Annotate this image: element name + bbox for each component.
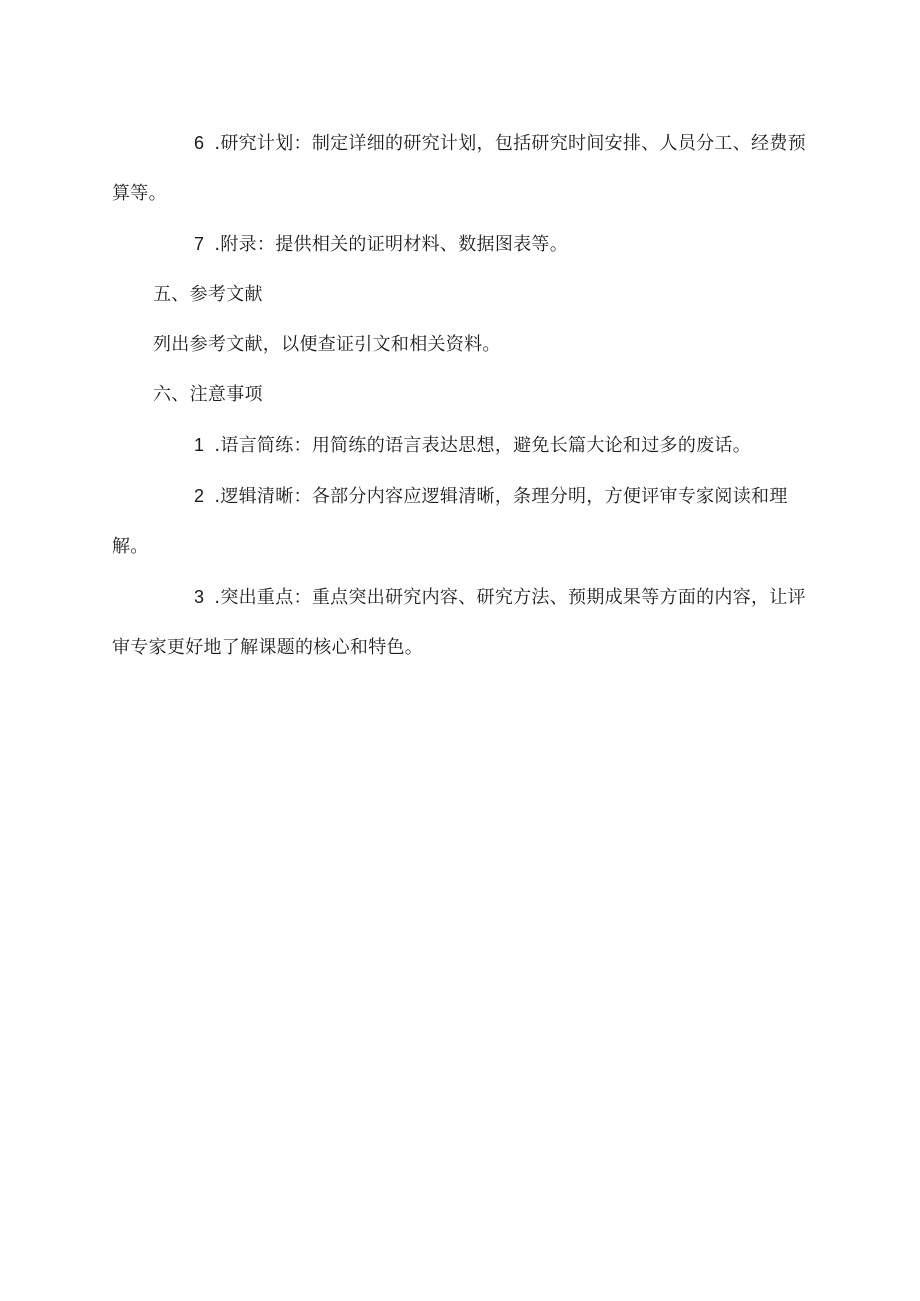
item-number: 3 [194,587,205,607]
item-text: .语言简练：用简练的语言表达思想，避免长篇大论和过多的废话。 [214,435,752,456]
item-text: .突出重点：重点突出研究内容、研究方法、预期成果等方面的内容，让评审专家更好地了解课题的核心和特色。 [112,587,806,658]
item-text: .逻辑清晰：各部分内容应逻辑清晰，条理分明，方便评审专家阅读和理解。 [112,486,788,557]
item-number: 2 [194,486,205,506]
item-appendix [112,219,812,270]
item-highlight-key-points [112,572,812,673]
section-heading-references: 五、参考文献 [153,284,263,305]
paragraph-references: 列出参考文献，以便查证引文和相关资料。 [153,334,501,355]
item-number: 7 [194,234,205,254]
item-text: .附录：提供相关的证明材料、数据图表等。 [214,234,569,255]
item-text: .研究计划：制定详细的研究计划，包括研究时间安排、人员分工、经费预算等。 [112,133,806,204]
item-number: 1 [194,435,205,455]
section-heading-notes: 六、注意事项 [153,384,263,405]
item-concise-language [112,420,812,471]
item-research-plan [112,118,812,219]
document-body [112,118,812,673]
item-number: 6 [194,133,205,153]
item-clear-logic [112,471,812,572]
